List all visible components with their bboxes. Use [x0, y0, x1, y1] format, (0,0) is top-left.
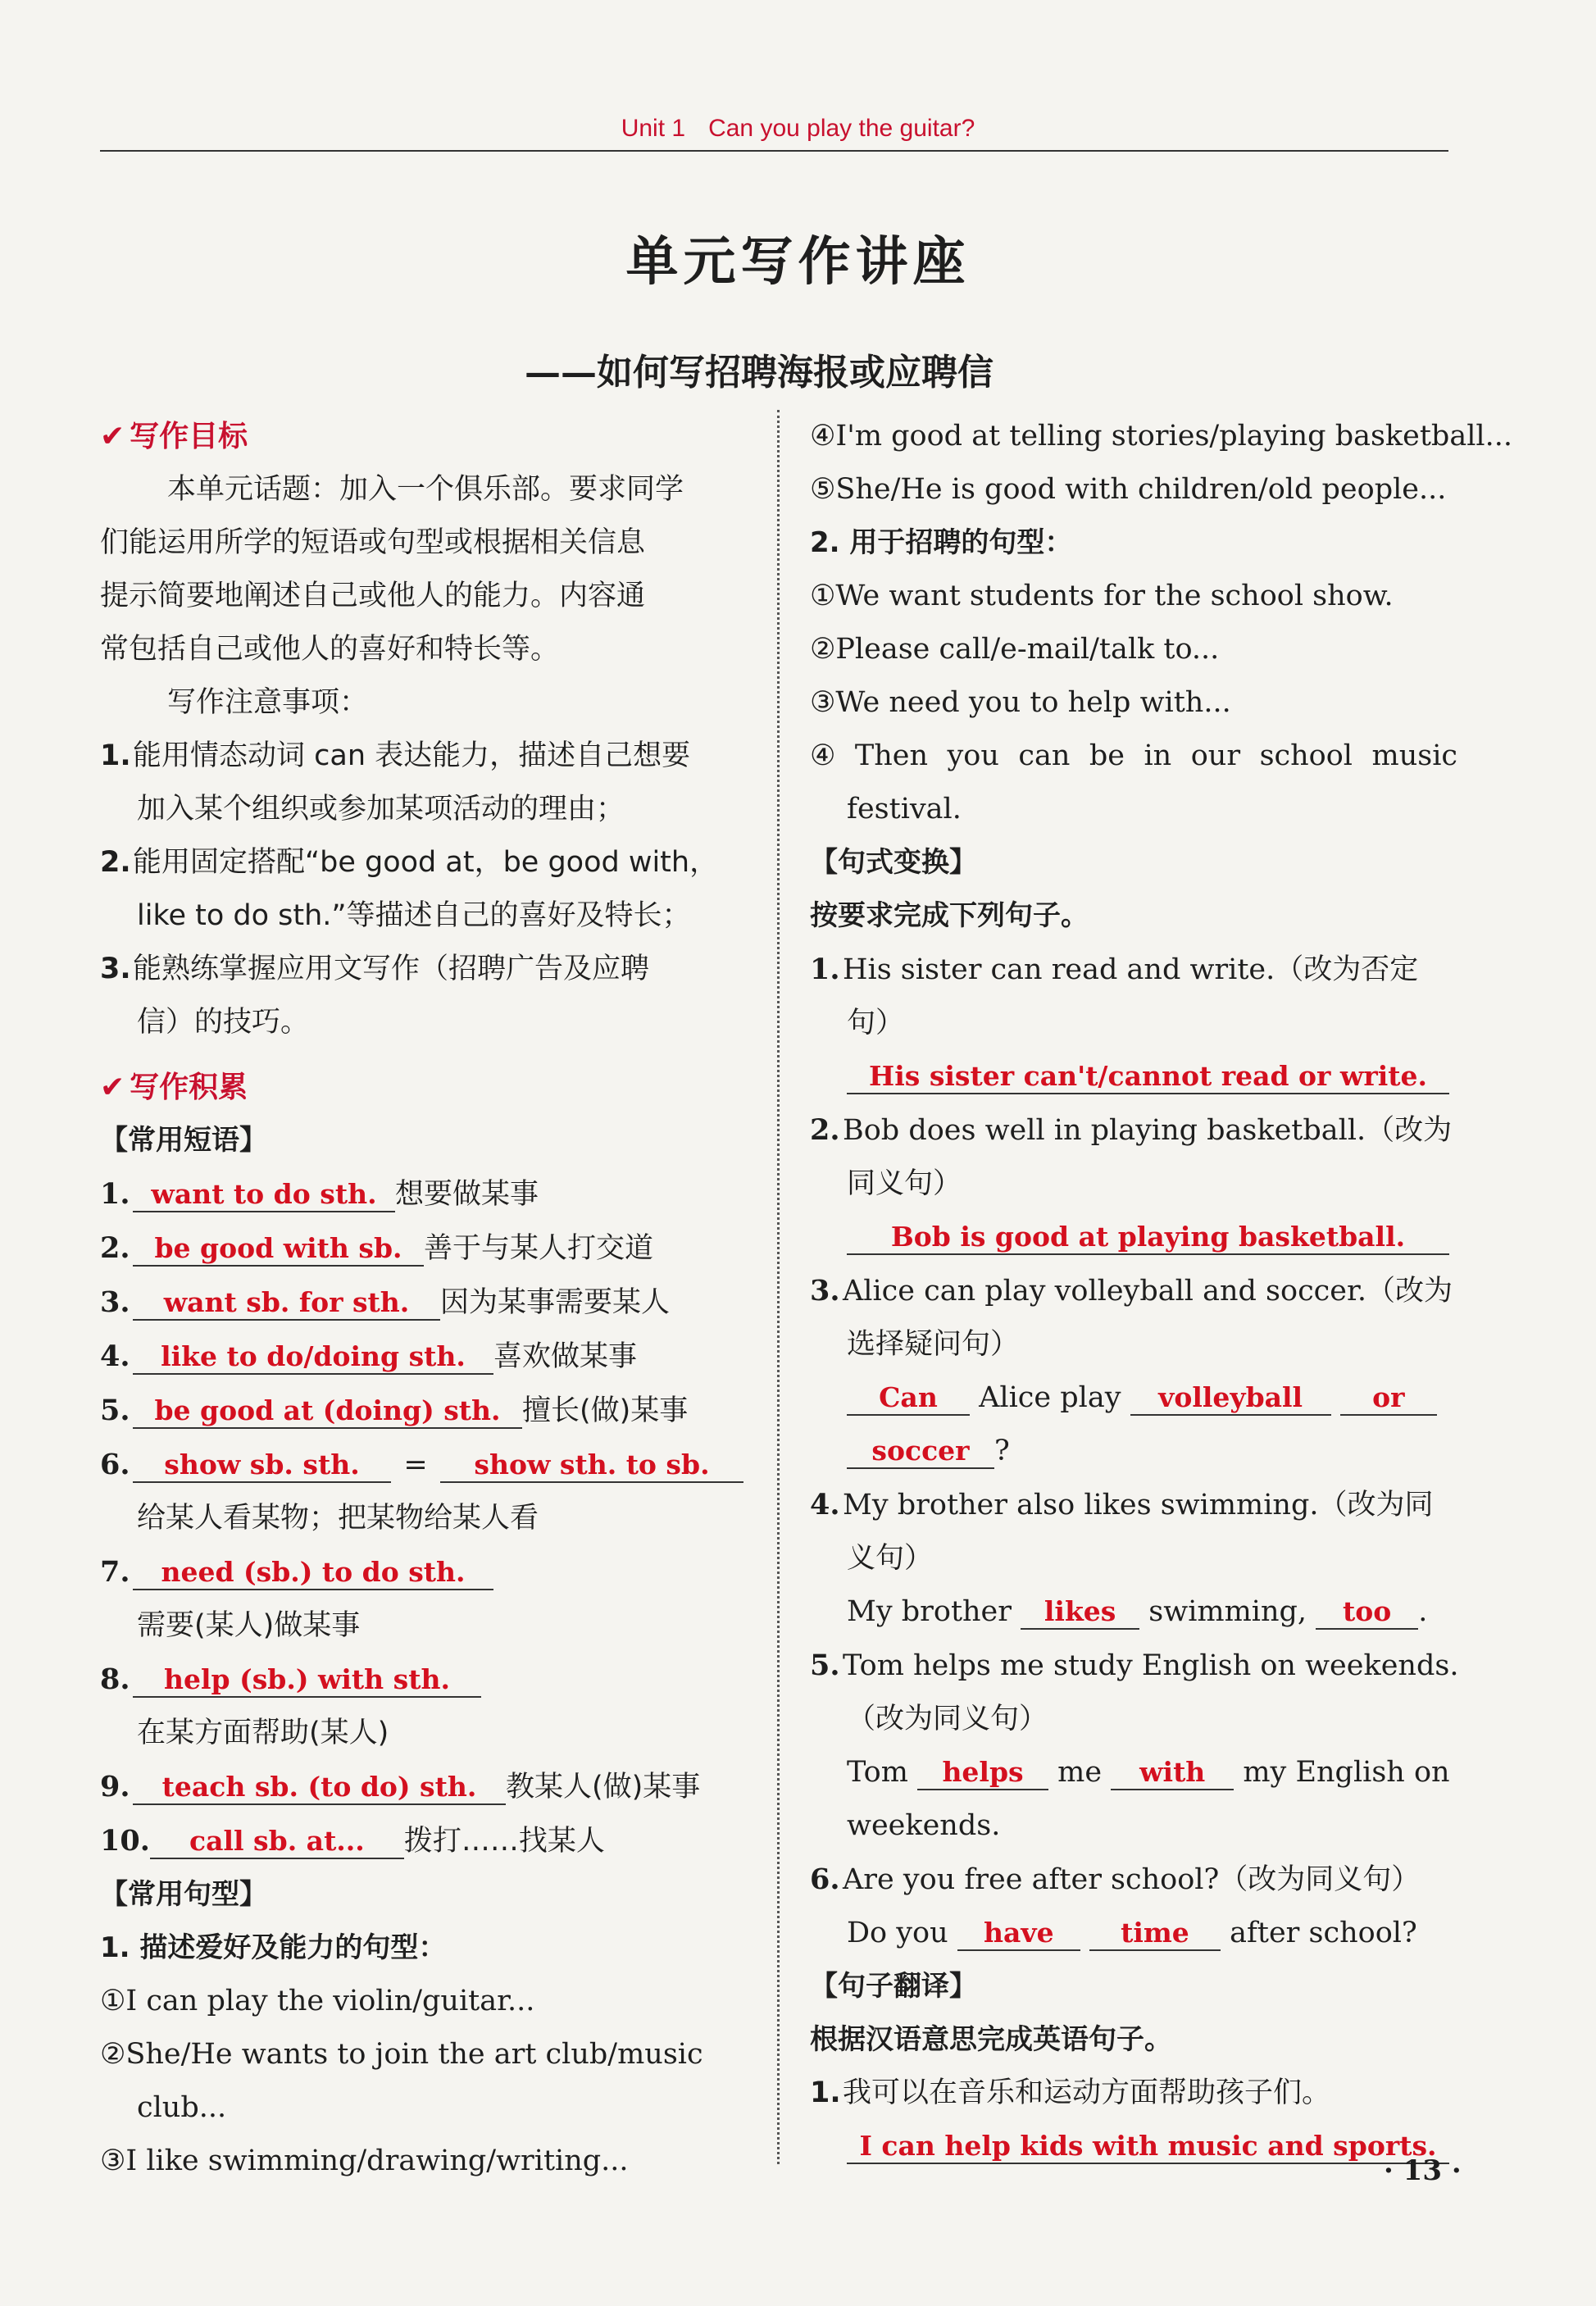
right-column [810, 410, 1512, 2173]
phrase-item: 5. be good at (doing) sth. 擅长(做)某事 [100, 1394, 689, 1427]
goal-paragraph-line: 本单元话题：加入一个俱乐部。要求同学 [167, 473, 684, 506]
question-line-cont: 选择疑问句） [847, 1328, 1020, 1361]
answer-blank: be good at (doing) sth. [133, 1394, 522, 1429]
answer-line-cont: weekends. [847, 1809, 1001, 1842]
answer-line: Do you have time after school? [847, 1917, 1417, 1949]
note-item-cont: 信）的技巧。 [137, 1006, 310, 1039]
answer-blank: call sb. at... [150, 1825, 404, 1859]
phrase-item: 7. need (sb.) to do sth. [100, 1545, 748, 1599]
phrase-item: 10. call sb. at... 拨打……找某人 [100, 1824, 605, 1858]
pattern-sentence: ③I like swimming/drawing/writing... [100, 2145, 629, 2177]
running-header [0, 115, 1596, 143]
page-title: 单元写作讲座 [625, 232, 971, 293]
goal-paragraph-line: 们能运用所学的短语或句型或根据相关信息 [100, 526, 646, 559]
pattern-sentence: ④I'm good at telling stories/playing basketball... [810, 420, 1512, 453]
column-divider [777, 410, 780, 2164]
check-icon: ✔ [100, 1071, 125, 1104]
phrase-meaning: 需要(某人)做某事 [137, 1609, 361, 1642]
question-line: 6.Are you free after school?（改为同义句） [810, 1863, 1421, 1896]
answer-line: Tom helps me with my English on [847, 1756, 1450, 1789]
answer-line [810, 1211, 1457, 1264]
answer-blank: teach sb. (to do) sth. [133, 1771, 506, 1805]
answer-blank: soccer [847, 1435, 994, 1469]
pattern-sentence-cont: festival. [847, 793, 962, 826]
writing-accumulation-heading: ✔ 写作积累 [100, 1071, 248, 1104]
phrases-section-title: 【常用短语】 [100, 1124, 267, 1157]
answer-blank: Bob is good at playing basketball. [847, 1221, 1449, 1255]
transform-instruction: 按要求完成下列句子。 [810, 899, 1089, 932]
transform-section-title: 【句式变换】 [810, 846, 977, 879]
pattern-group-title: 1. 描述爱好及能力的句型： [100, 1931, 447, 1964]
answer-blank: show sb. sth. [133, 1449, 391, 1483]
question-line: 1.我可以在音乐和运动方面帮助孩子们。 [810, 2076, 1331, 2109]
phrase-item: 4. like to do/doing sth. 喜欢做某事 [100, 1339, 638, 1373]
unit-title: Can you play the guitar? [708, 115, 975, 142]
writing-goal-heading: ✔ 写作目标 [100, 420, 248, 453]
notes-title: 写作注意事项： [167, 686, 369, 719]
question-line-cont: 义句） [847, 1542, 934, 1575]
answer-blank: want sb. for sth. [133, 1286, 440, 1321]
answer-blank: His sister can't/cannot read or write. [847, 1060, 1449, 1094]
phrase-item: 3. want sb. for sth. 因为某事需要某人 [100, 1285, 671, 1319]
answer-line [810, 1050, 1457, 1103]
pattern-sentence: ③We need you to help with... [810, 686, 1231, 719]
translate-instruction: 根据汉语意思完成英语句子。 [810, 2023, 1172, 2056]
pattern-sentence: ②She/He wants to join the art club/music [100, 2038, 703, 2071]
answer-blank: want to do sth. [133, 1178, 395, 1212]
question-line: 1.His sister can read and write.（改为否定 [810, 953, 1419, 986]
note-item-cont: like to do sth.”等描述自己的喜好及特长； [137, 899, 691, 932]
note-item: 1.能用情态动词 can 表达能力，描述自己想要 [100, 739, 691, 772]
question-line: 4.My brother also likes swimming.（改为同 [810, 1488, 1434, 1521]
pattern-sentence-cont: club... [137, 2091, 227, 2124]
answer-blank: be good with sb. [133, 1232, 424, 1267]
phrase-item: 8. help (sb.) with sth. [100, 1653, 748, 1707]
question-line-cont: （改为同义句） [847, 1703, 1048, 1735]
header-rule [100, 150, 1448, 152]
phrase-item: 1. want to do sth. 想要做某事 [100, 1177, 539, 1211]
answer-line [810, 2120, 1457, 2173]
question-line: 2.Bob does well in playing basketball.（改为 [810, 1113, 1453, 1147]
question-line: 3.Alice can play volleyball and soccer.（改为 [810, 1274, 1453, 1308]
page-subtitle: ——如何写招聘海报或应聘信 [525, 352, 994, 393]
question-line-cont: 同义句） [847, 1167, 962, 1200]
goal-paragraph-line: 提示简要地阐述自己或他人的能力。内容通 [100, 580, 646, 612]
answer-blank: volleyball [1130, 1381, 1331, 1416]
answer-blank: time [1089, 1917, 1221, 1951]
phrase-meaning: 给某人看某物；把某物给某人看 [137, 1502, 539, 1535]
question-line: 5.Tom helps me study English on weekends. [810, 1649, 1459, 1682]
unit-label: Unit 1 [621, 115, 686, 142]
patterns-section-title: 【常用句型】 [100, 1878, 267, 1911]
note-item-cont: 加入某个组织或参加某项活动的理由； [137, 793, 625, 826]
answer-line: My brother likes swimming, too . [847, 1595, 1428, 1628]
answer-blank: too [1316, 1595, 1418, 1630]
goal-paragraph-line: 常包括自己或他人的喜好和特长等。 [100, 633, 560, 666]
answer-blank: Can [847, 1381, 970, 1416]
answer-blank: like to do/doing sth. [133, 1340, 493, 1375]
answer-line: Can Alice play volleyball or [810, 1371, 1457, 1425]
answer-blank: or [1340, 1381, 1437, 1416]
note-item: 3.能熟练掌握应用文写作（招聘广告及应聘 [100, 953, 650, 985]
answer-blank: with [1111, 1756, 1234, 1790]
phrase-item: 9. teach sb. (to do) sth. 教某人(做)某事 [100, 1770, 701, 1803]
left-column [100, 410, 748, 2188]
pattern-sentence: ④ Then you can be in our school music [810, 739, 1457, 772]
answer-blank: need (sb.) to do sth. [133, 1556, 493, 1590]
answer-blank: show sth. to sb. [440, 1449, 743, 1483]
page-number: · 13 · [1384, 2154, 1462, 2187]
answer-blank: likes [1021, 1595, 1139, 1630]
answer-blank: I can help kids with music and sports. [847, 2130, 1449, 2164]
translate-section-title: 【句子翻译】 [810, 1970, 977, 2003]
pattern-sentence: ⑤She/He is good with children/old people... [810, 473, 1447, 506]
pattern-sentence: ①I can play the violin/guitar... [100, 1985, 535, 2017]
check-icon: ✔ [100, 420, 125, 453]
pattern-group-title: 2. 用于招聘的句型： [810, 526, 1073, 559]
note-item: 2.能用固定搭配“be good at，be good with， [100, 846, 719, 879]
answer-blank: help (sb.) with sth. [133, 1663, 481, 1698]
answer-blank: have [957, 1917, 1080, 1951]
answer-blank: helps [917, 1756, 1048, 1790]
pattern-sentence: ①We want students for the school show. [810, 580, 1394, 612]
phrase-item: 2. be good with sb. 善于与某人打交道 [100, 1231, 654, 1265]
phrase-item: 6. show sb. sth. = show sth. to sb. [100, 1438, 748, 1492]
pattern-sentence: ②Please call/e-mail/talk to... [810, 633, 1220, 666]
question-line-cont: 句） [847, 1007, 905, 1039]
phrase-meaning: 在某方面帮助(某人) [137, 1717, 389, 1749]
answer-line: soccer ? [810, 1425, 1457, 1478]
